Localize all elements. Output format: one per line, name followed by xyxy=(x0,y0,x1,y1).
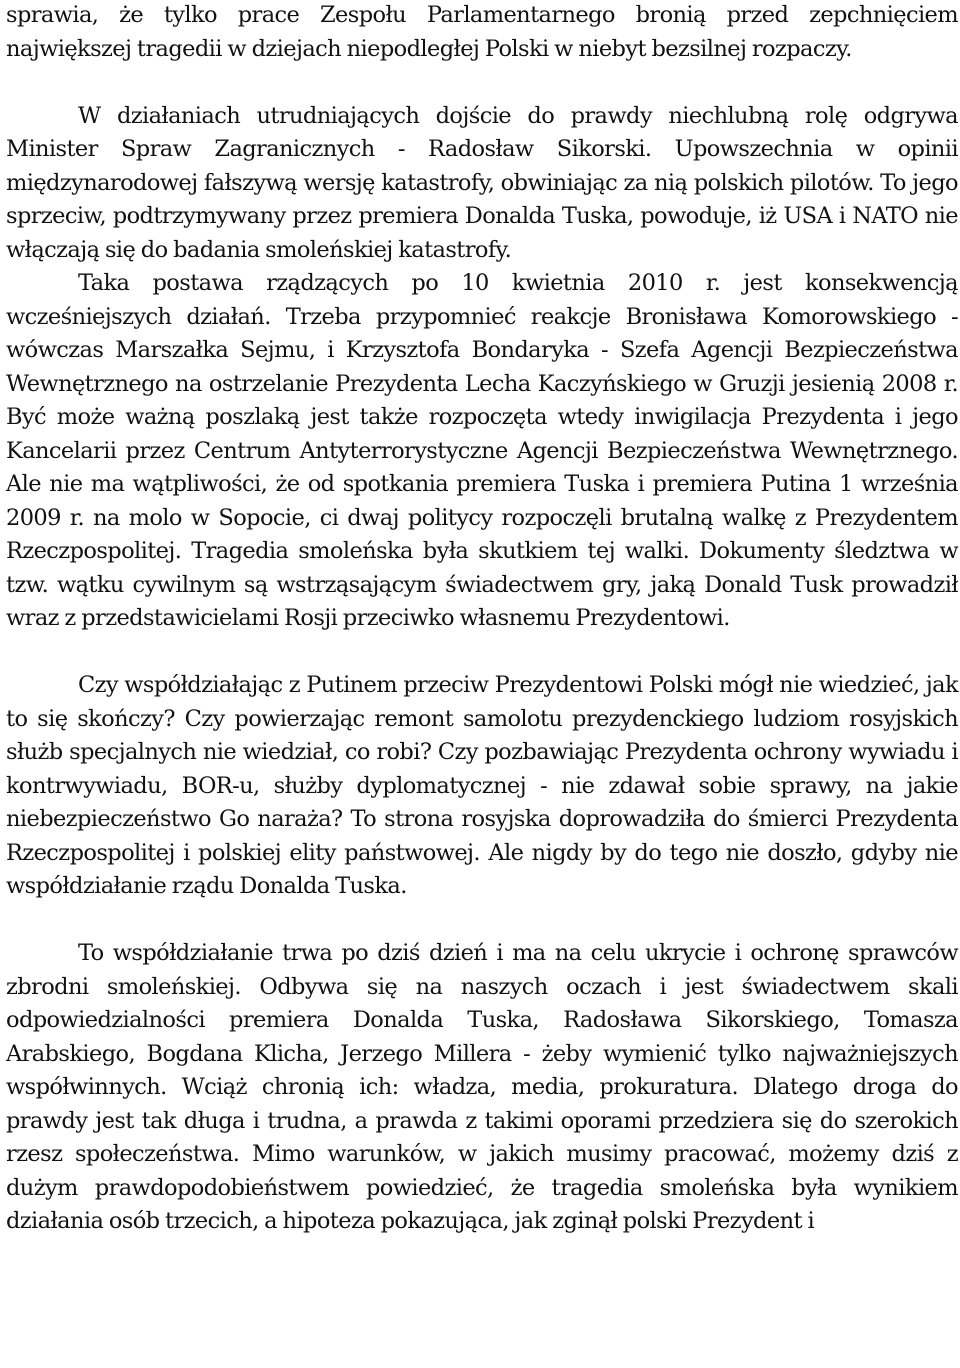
paragraph-3: Taka postawa rządzących po 10 kwietnia 2010 r. jest konsekwencją wcześniejszych działań. Trzeba przypomnieć reakcje Bronisława Komorowskiego - wówczas Marszałka Sejmu, i Krzysztofa Bondaryka - Szefa Agencji Bezpieczeństwa Wewnętrznego na ostrzelanie Prezydenta Lecha Kaczyńskiego w Gruzji jesienią 2008 r. Być może ważną poszlaką jest także rozpoczęta wtedy inwigilacja Prezydenta i jego Kancelarii przez Centrum Antyterrorystyczne Agencji Bezpieczeństwa Wewnętrznego. Ale nie ma wątpliwości, że od spotkania premiera Tuska i premiera Putina 1 września 2009 r. na molo w Sopocie, ci dwaj politycy rozpoczęli brutalną walkę z Prezydentem Rzeczpospolitej. Tragedia smoleńska była skutkiem tej walki. Dokumenty śledztwa w tzw. wątku cywilnym są wstrząsającym świadectwem gry, jaką Donald Tusk prowadził wraz z przedstawicielami Rosji przeciwko własnemu Prezydentowi. xyxy=(6,270,958,631)
paragraph-spacer xyxy=(6,66,958,100)
paragraph-spacer xyxy=(6,636,958,670)
document-body xyxy=(6,0,958,1239)
paragraph-4: Czy współdziałając z Putinem przeciw Prezydentowi Polski mógł nie wiedzieć, jak to się skończy? Czy powierzając remont samolotu prezydenckiego ludziom rosyjskich służb specjalnych nie wiedział, co robi? Czy pozbawiając Prezydenta ochrony wywiadu i kontrwywiadu, BOR-u, służby dyplomatycznej - nie zdawał sobie sprawy, na jakie niebezpieczeństwo Go naraża? To strona rosyjska doprowadziła do śmierci Prezydenta Rzeczpospolitej i polskiej elity państwowej. Ale nigdy by do tego nie doszło, gdyby nie współdziałanie rządu Donalda Tuska. xyxy=(6,672,958,899)
paragraph-5: To współdziałanie trwa po dziś dzień i ma na celu ukrycie i ochronę sprawców zbrodni smoleńskiej. Odbywa się na naszych oczach i jest świadectwem skali odpowiedzialności premiera Donalda Tuska, Radosława Sikorskiego, Tomasza Arabskiego, Bogdana Klicha, Jerzego Millera - żeby wymienić tylko najważniejszych współwinnych. Wciąż chronią ich: władza, media, prokuratura. Dlatego droga do prawdy jest tak długa i trudna, a prawda z takimi oporami przedziera się do szerokich rzesz społeczeństwa. Mimo warunków, w jakich musimy pracować, możemy dziś z dużym prawdopodobieństwem powiedzieć, że tragedia smoleńska była wynikiem działania osób trzecich, a hipoteza pokazująca, jak zginął polski Prezydent i xyxy=(6,940,958,1234)
paragraph-2: W działaniach utrudniających dojście do prawdy niechlubną rolę odgrywa Minister Spraw Zagranicznych - Radosław Sikorski. Upowszechnia w opinii międzynarodowej fałszywą wersję katastrofy, obwiniając za nią polskich pilotów. To jego sprzeciw, podtrzymywany przez premiera Donalda Tuska, powoduje, iż USA i NATO nie włączają się do badania smoleńskiej katastrofy. xyxy=(6,102,958,263)
paragraph-1: sprawia, że tylko prace Zespołu Parlamentarnego bronią przed zepchnięciem największej tragedii w dziejach niepodległej Polski w niebyt bezsilnej rozpaczy. xyxy=(6,2,958,62)
paragraph-spacer xyxy=(6,904,958,938)
